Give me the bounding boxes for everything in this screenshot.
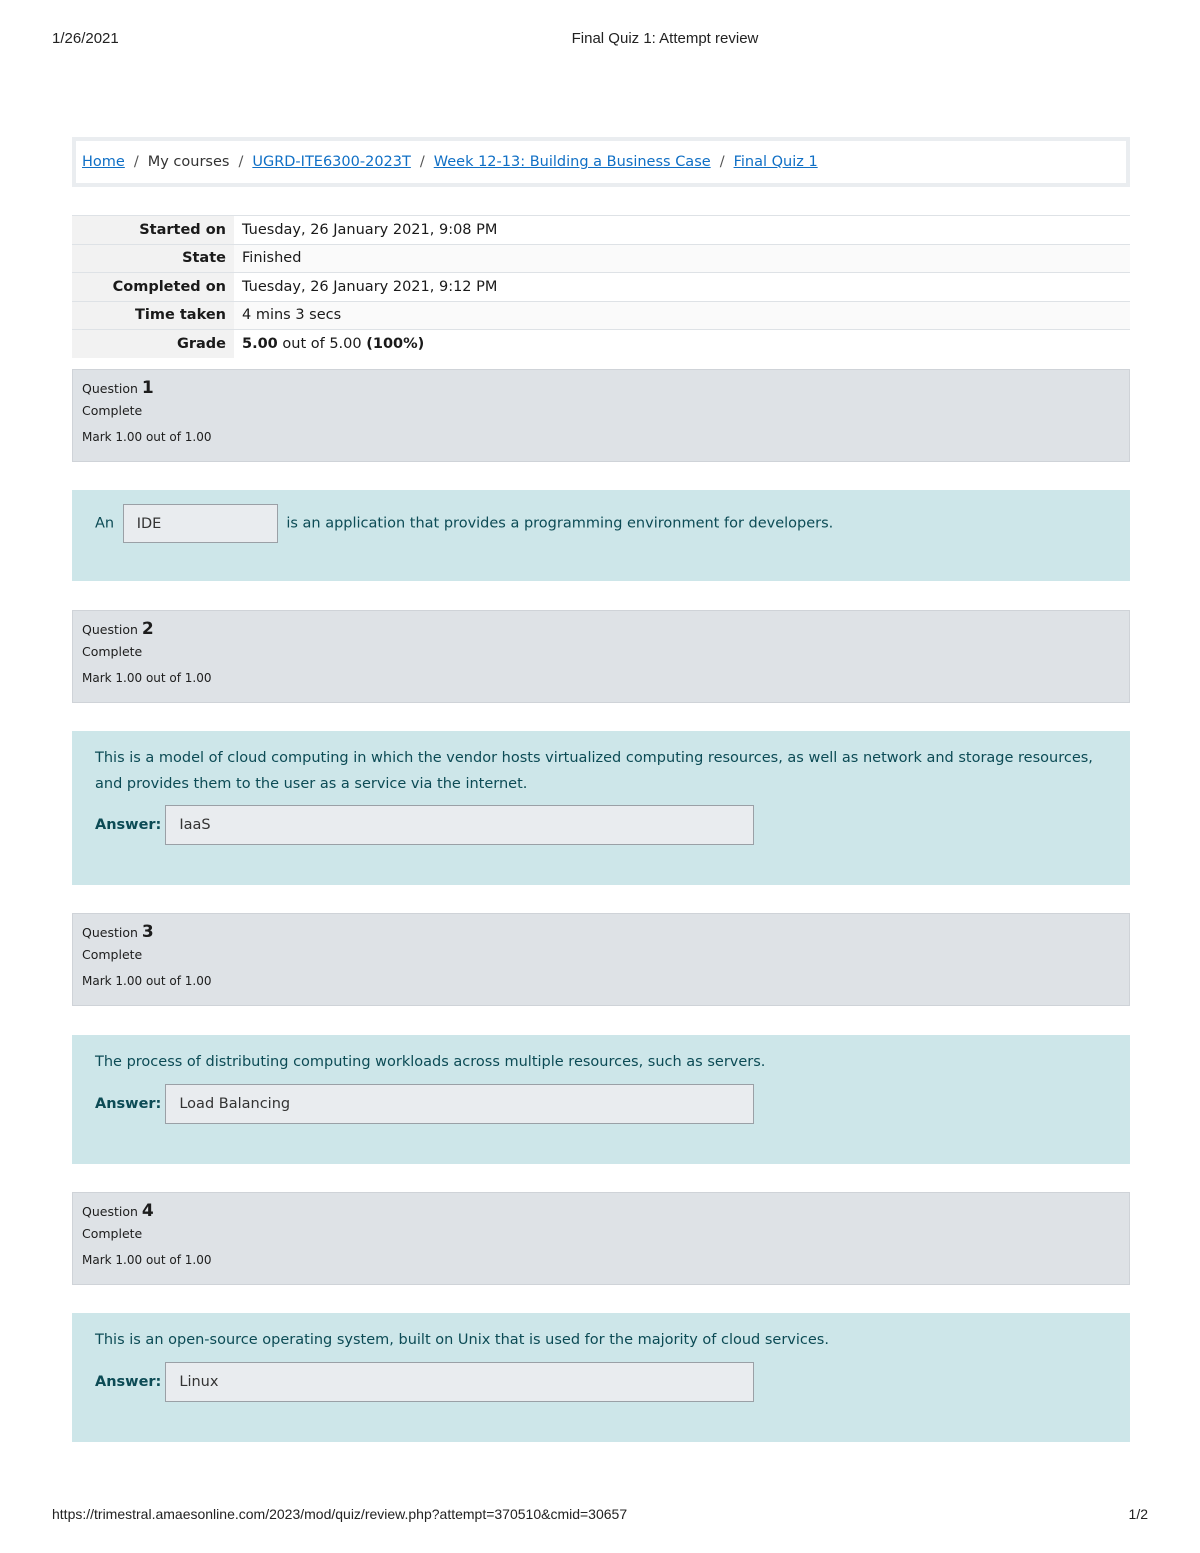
question-content	[72, 1035, 1130, 1164]
question-state: Complete	[82, 947, 143, 962]
question-text: This is a model of cloud computing in which the vendor hosts virtualized computing resources, as well as network and storage resources, and provides them to the user as a service via the internet.	[95, 750, 1093, 792]
question-info	[72, 913, 1130, 1006]
summary-value: Tuesday, 26 January 2021, 9:12 PM	[234, 273, 1130, 302]
question-mark: Mark 1.00 out of 1.00	[82, 671, 212, 685]
answer-row	[95, 805, 1107, 845]
attempt-summary-table	[72, 215, 1130, 358]
breadcrumb-separator: /	[719, 154, 725, 170]
print-page-number: 1/2	[1128, 1506, 1148, 1522]
breadcrumb-course-link[interactable]: UGRD-ITE6300-2023T	[252, 154, 411, 170]
print-url: https://trimestral.amaesonline.com/2023/mod/quiz/review.php?attempt=370510&cmid=30657	[52, 1506, 628, 1522]
grade-value	[234, 330, 1130, 358]
summary-label: Completed on	[72, 273, 234, 302]
question-content	[72, 490, 1130, 581]
summary-label: Grade	[72, 330, 234, 358]
question-number-value: 3	[141, 922, 154, 942]
answer-label: Answer:	[95, 1096, 162, 1112]
summary-row-completed	[72, 273, 1130, 302]
question-prefix: Question	[82, 1204, 138, 1219]
question-mark: Mark 1.00 out of 1.00	[82, 974, 212, 988]
print-date: 1/26/2021	[52, 30, 119, 47]
question-number	[82, 922, 1120, 943]
question-info	[72, 610, 1130, 703]
breadcrumb-separator: /	[238, 154, 244, 170]
summary-row-state	[72, 244, 1130, 273]
question-state: Complete	[82, 403, 143, 418]
question-content	[72, 1313, 1130, 1442]
summary-row-started	[72, 216, 1130, 245]
breadcrumb-home-link[interactable]: Home	[82, 154, 125, 170]
summary-value: Tuesday, 26 January 2021, 9:08 PM	[234, 216, 1130, 245]
question-mark: Mark 1.00 out of 1.00	[82, 430, 212, 444]
question-text-before: An	[95, 515, 115, 532]
summary-label: State	[72, 244, 234, 273]
answer-input[interactable]: Load Balancing	[165, 1084, 754, 1124]
question-info	[72, 1192, 1130, 1285]
question-text-after: is an application that provides a programming environment for developers.	[286, 515, 834, 532]
answer-row	[95, 1362, 1107, 1402]
summary-value: Finished	[234, 244, 1130, 273]
summary-label: Started on	[72, 216, 234, 245]
question-prefix: Question	[82, 381, 138, 396]
grade-score: 5.00	[242, 335, 278, 352]
question-text: The process of distributing computing workloads across multiple resources, such as servers.	[95, 1054, 766, 1070]
grade-out-of: out of 5.00	[282, 335, 362, 352]
question-text: This is an open-source operating system, built on Unix that is used for the majority of cloud services.	[95, 1332, 829, 1348]
answer-input[interactable]: Linux	[165, 1362, 754, 1402]
breadcrumb-my-courses: My courses	[147, 154, 230, 170]
question-number-value: 2	[141, 619, 154, 639]
question-number	[82, 1201, 1120, 1222]
summary-value: 4 mins 3 secs	[234, 301, 1130, 330]
question-number	[82, 378, 1120, 399]
question-mark: Mark 1.00 out of 1.00	[82, 1253, 212, 1267]
summary-row-grade	[72, 330, 1130, 358]
answer-input[interactable]: IaaS	[165, 805, 754, 845]
question-state: Complete	[82, 1226, 143, 1241]
summary-row-time-taken	[72, 301, 1130, 330]
question-info	[72, 369, 1130, 462]
breadcrumb	[72, 137, 1130, 187]
grade-percent: (100%)	[366, 335, 425, 352]
question-prefix: Question	[82, 925, 138, 940]
question-content	[72, 731, 1130, 885]
answer-label: Answer:	[95, 1374, 162, 1390]
breadcrumb-separator: /	[419, 154, 425, 170]
breadcrumb-quiz-link[interactable]: Final Quiz 1	[733, 154, 818, 170]
answer-label: Answer:	[95, 817, 162, 833]
breadcrumb-separator: /	[133, 154, 139, 170]
question-prefix: Question	[82, 622, 138, 637]
question-number-value: 1	[141, 378, 154, 398]
question-state: Complete	[82, 644, 143, 659]
print-title: Final Quiz 1: Attempt review	[571, 30, 759, 47]
question-number	[82, 619, 1120, 640]
question-number-value: 4	[141, 1201, 154, 1221]
answer-input[interactable]: IDE	[123, 504, 278, 543]
summary-label: Time taken	[72, 301, 234, 330]
print-header	[0, 30, 1200, 50]
answer-row	[95, 1084, 1107, 1124]
breadcrumb-week-link[interactable]: Week 12-13: Building a Business Case	[433, 154, 711, 170]
